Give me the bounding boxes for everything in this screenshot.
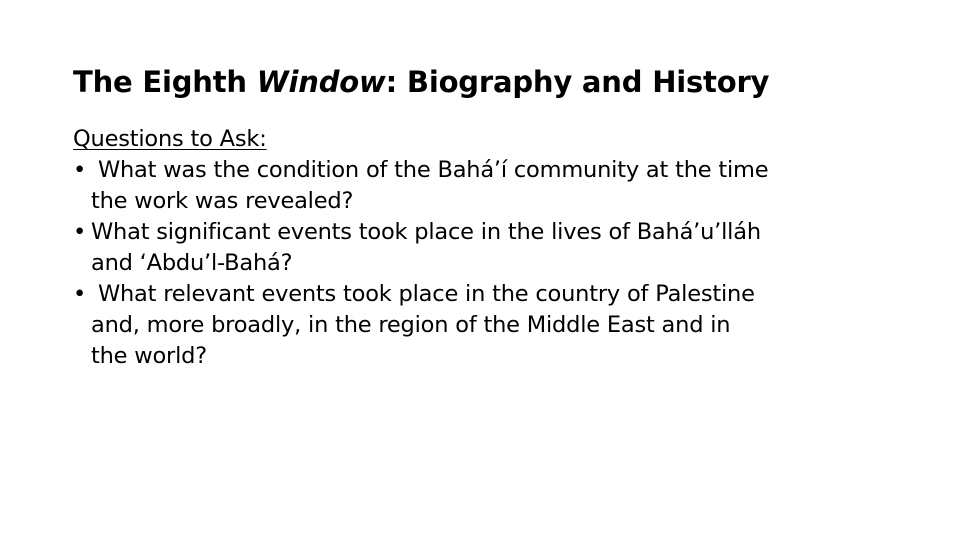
list-item-line: What relevant events took place in the country of Palestine [91, 281, 755, 307]
slide-body [73, 124, 903, 372]
questions-heading: Questions to Ask: [73, 126, 267, 152]
list-item-line: the work was revealed? [91, 188, 354, 214]
list-item-line: and, more broadly, in the region of the Middle East and in [91, 312, 731, 338]
question-list [73, 155, 903, 372]
list-item-palestine [73, 279, 903, 372]
list-item-line: What significant events took place in the lives of Bahá’u’lláh [91, 219, 761, 245]
list-item-line: What was the condition of the Bahá’í community at the time [91, 157, 769, 183]
bullet-icon: • [73, 157, 87, 183]
list-item-events [73, 217, 903, 279]
bullet-icon: • [73, 219, 87, 245]
bullet-icon: • [73, 281, 87, 307]
title-suffix: : Biography and History [385, 65, 770, 99]
list-item-condition [73, 155, 903, 217]
title-emphasis: Window [256, 65, 386, 99]
list-item-line: and ‘Abdu’l-Bahá? [91, 250, 293, 276]
slide-title [73, 60, 933, 104]
title-prefix: The Eighth [73, 65, 257, 99]
list-item-line: the world? [91, 343, 207, 369]
